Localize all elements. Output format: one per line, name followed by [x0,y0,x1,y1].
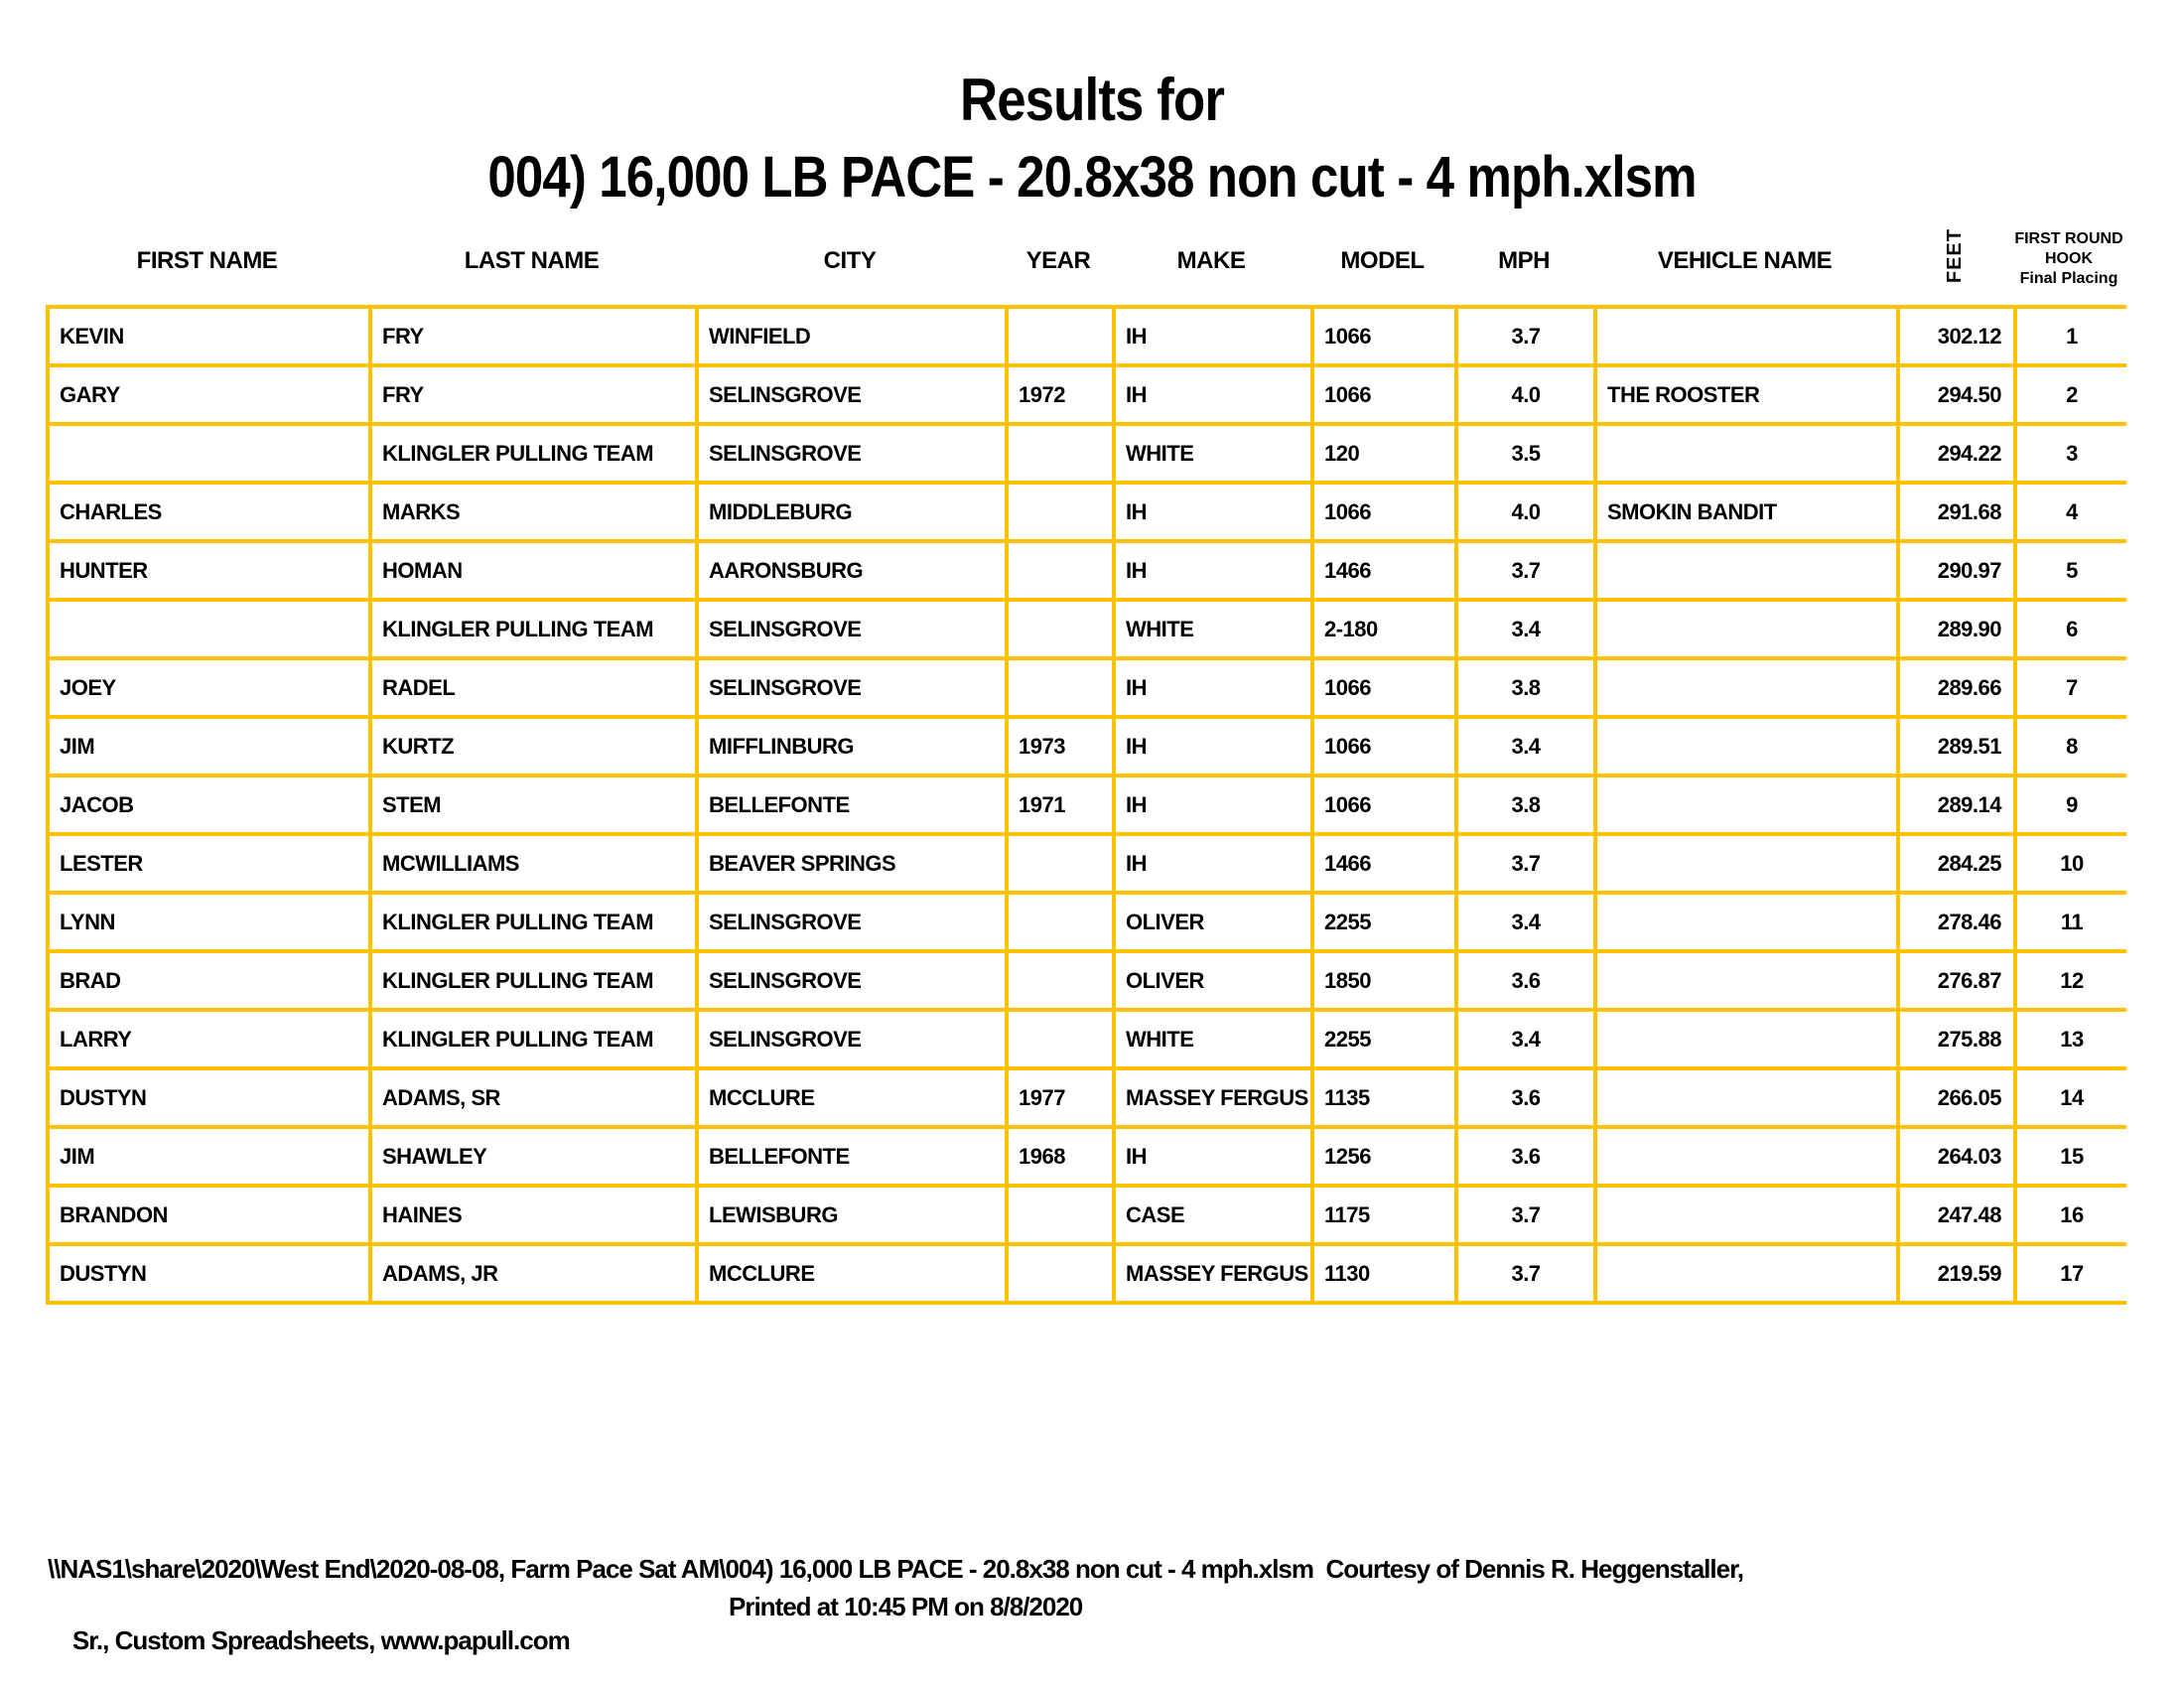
column-headers [46,220,2124,305]
cell-mph: 3.4 [1456,893,1595,951]
table-row [48,600,2126,658]
cell-year: 1972 [1007,365,1114,424]
cell-year: 1968 [1007,1127,1114,1186]
table-row [48,775,2126,834]
cell-feet: 275.88 [1898,1010,2015,1068]
cell-placing: 12 [2015,951,2126,1010]
cell-model: 2-180 [1312,600,1456,658]
cell-city: SELINSGROVE [697,1010,1007,1068]
cell-last_name: KLINGLER PULLING TEAM [370,951,697,1010]
column-header-line: HOOK [2045,250,2093,267]
cell-make: IH [1114,834,1312,893]
table-row [48,1244,2126,1303]
cell-first_name: JACOB [48,775,370,834]
column-header-vehicle_name [1593,220,1896,305]
cell-mph: 3.4 [1456,1010,1595,1068]
cell-mph: 3.7 [1456,1244,1595,1303]
cell-last_name: ADAMS, SR [370,1068,697,1127]
cell-feet: 289.90 [1898,600,2015,658]
cell-city: MCCLURE [697,1068,1007,1127]
cell-placing: 5 [2015,541,2126,600]
cell-mph: 3.7 [1456,1186,1595,1244]
cell-last_name: MCWILLIAMS [370,834,697,893]
cell-first_name: JIM [48,1127,370,1186]
footer-printed-timestamp: Printed at 10:45 PM on 8/8/2020 [729,1592,1083,1621]
cell-model: 1850 [1312,951,1456,1010]
cell-last_name: KURTZ [370,717,697,775]
column-header-label: LAST NAME [464,247,600,274]
cell-model: 1175 [1312,1186,1456,1244]
table-row [48,1186,2126,1244]
cell-year: 1977 [1007,1068,1114,1127]
cell-vehicle_name [1595,658,1898,717]
cell-last_name: RADEL [370,658,697,717]
cell-last_name: KLINGLER PULLING TEAM [370,1010,697,1068]
column-header-label: FEET [1943,227,1966,283]
cell-first_name: LARRY [48,1010,370,1068]
column-header-label: MAKE [1176,247,1246,274]
column-header-line: Final Placing [2019,270,2118,287]
cell-year [1007,1186,1114,1244]
cell-feet: 276.87 [1898,951,2015,1010]
cell-feet: 289.66 [1898,658,2015,717]
cell-vehicle_name [1595,1186,1898,1244]
cell-placing: 1 [2015,307,2126,365]
cell-year: 1973 [1007,717,1114,775]
cell-model: 1256 [1312,1127,1456,1186]
column-header-city [695,220,1005,305]
table-row [48,658,2126,717]
cell-vehicle_name [1595,775,1898,834]
cell-year [1007,834,1114,893]
cell-city: SELINSGROVE [697,365,1007,424]
cell-make: WHITE [1114,600,1312,658]
cell-year [1007,1010,1114,1068]
table-row [48,1127,2126,1186]
cell-first_name: JOEY [48,658,370,717]
table-row [48,893,2126,951]
table-row [48,365,2126,424]
cell-make: CASE [1114,1186,1312,1244]
cell-model: 1066 [1312,775,1456,834]
column-header-label: YEAR [1025,247,1091,274]
cell-city: SELINSGROVE [697,600,1007,658]
cell-make: IH [1114,775,1312,834]
cell-city: WINFIELD [697,307,1007,365]
cell-make: WHITE [1114,424,1312,483]
cell-first_name: JIM [48,717,370,775]
cell-first_name: BRANDON [48,1186,370,1244]
cell-feet: 290.97 [1898,541,2015,600]
cell-year [1007,893,1114,951]
cell-vehicle_name [1595,717,1898,775]
cell-year [1007,1244,1114,1303]
cell-mph: 3.7 [1456,541,1595,600]
table-row [48,483,2126,541]
cell-year [1007,951,1114,1010]
cell-year [1007,424,1114,483]
cell-mph: 3.6 [1456,951,1595,1010]
column-header-label: MPH [1498,247,1550,274]
cell-model: 1066 [1312,658,1456,717]
cell-city: BELLEFONTE [697,775,1007,834]
cell-mph: 3.5 [1456,424,1595,483]
cell-feet: 302.12 [1898,307,2015,365]
table-row [48,1068,2126,1127]
cell-make: IH [1114,365,1312,424]
cell-vehicle_name [1595,951,1898,1010]
table-row [48,307,2126,365]
cell-vehicle_name [1595,600,1898,658]
cell-mph: 3.4 [1456,600,1595,658]
cell-year [1007,600,1114,658]
cell-placing: 17 [2015,1244,2126,1303]
cell-city: SELINSGROVE [697,658,1007,717]
cell-feet: 219.59 [1898,1244,2015,1303]
cell-model: 1066 [1312,483,1456,541]
cell-feet: 294.22 [1898,424,2015,483]
cell-vehicle_name: THE ROOSTER [1595,365,1898,424]
cell-first_name: KEVIN [48,307,370,365]
cell-first_name [48,424,370,483]
cell-last_name: SHAWLEY [370,1127,697,1186]
cell-city: SELINSGROVE [697,951,1007,1010]
cell-vehicle_name [1595,541,1898,600]
column-header-mph [1454,220,1593,305]
cell-model: 1130 [1312,1244,1456,1303]
cell-year: 1971 [1007,775,1114,834]
cell-vehicle_name [1595,893,1898,951]
cell-make: IH [1114,541,1312,600]
column-header-label: VEHICLE NAME [1657,247,1833,274]
table-row [48,834,2126,893]
cell-year [1007,541,1114,600]
cell-placing: 16 [2015,1186,2126,1244]
cell-placing: 11 [2015,893,2126,951]
cell-make: MASSEY FERGUS [1114,1068,1312,1127]
cell-model: 1066 [1312,717,1456,775]
cell-model: 2255 [1312,1010,1456,1068]
table-row [48,1010,2126,1068]
cell-vehicle_name [1595,1244,1898,1303]
cell-last_name: FRY [370,365,697,424]
table-row [48,951,2126,1010]
cell-feet: 247.48 [1898,1186,2015,1244]
cell-feet: 291.68 [1898,483,2015,541]
cell-mph: 3.7 [1456,834,1595,893]
cell-placing: 13 [2015,1010,2126,1068]
cell-mph: 3.6 [1456,1068,1595,1127]
cell-last_name: KLINGLER PULLING TEAM [370,893,697,951]
cell-make: MASSEY FERGUS [1114,1244,1312,1303]
cell-last_name: STEM [370,775,697,834]
cell-placing: 10 [2015,834,2126,893]
cell-city: MIDDLEBURG [697,483,1007,541]
column-header-first_name [46,220,368,305]
cell-city: SELINSGROVE [697,424,1007,483]
cell-city: MCCLURE [697,1244,1007,1303]
cell-placing: 14 [2015,1068,2126,1127]
cell-make: IH [1114,483,1312,541]
cell-first_name: DUSTYN [48,1244,370,1303]
cell-model: 1466 [1312,541,1456,600]
cell-model: 1466 [1312,834,1456,893]
cell-mph: 3.8 [1456,775,1595,834]
cell-placing: 8 [2015,717,2126,775]
cell-city: LEWISBURG [697,1186,1007,1244]
column-header-feet [1896,220,2013,305]
cell-mph: 3.8 [1456,658,1595,717]
column-header-label: FIRST NAME [136,247,278,274]
cell-first_name [48,600,370,658]
cell-first_name: CHARLES [48,483,370,541]
cell-placing: 7 [2015,658,2126,717]
table-row [48,541,2126,600]
cell-make: OLIVER [1114,893,1312,951]
cell-first_name: LESTER [48,834,370,893]
cell-feet: 294.50 [1898,365,2015,424]
cell-feet: 284.25 [1898,834,2015,893]
cell-vehicle_name [1595,1010,1898,1068]
class-title: 004) 16,000 LB PACE - 20.8x38 non cut - 4 mph.xlsm [487,145,1697,210]
cell-first_name: LYNN [48,893,370,951]
cell-feet: 266.05 [1898,1068,2015,1127]
cell-last_name: KLINGLER PULLING TEAM [370,600,697,658]
cell-make: IH [1114,1127,1312,1186]
cell-model: 1066 [1312,365,1456,424]
cell-feet: 264.03 [1898,1127,2015,1186]
cell-city: BELLEFONTE [697,1127,1007,1186]
cell-make: IH [1114,307,1312,365]
footer-line2 [48,1590,1636,1688]
cell-last_name: FRY [370,307,697,365]
column-header-last_name [368,220,695,305]
cell-last_name: KLINGLER PULLING TEAM [370,424,697,483]
cell-last_name: ADAMS, JR [370,1244,697,1303]
cell-feet: 289.51 [1898,717,2015,775]
cell-vehicle_name [1595,307,1898,365]
cell-city: SELINSGROVE [697,893,1007,951]
cell-make: WHITE [1114,1010,1312,1068]
cell-first_name: BRAD [48,951,370,1010]
cell-model: 1135 [1312,1068,1456,1127]
cell-mph: 4.0 [1456,483,1595,541]
cell-vehicle_name [1595,1068,1898,1127]
cell-placing: 2 [2015,365,2126,424]
table-row [48,424,2126,483]
footer-credit: Sr., Custom Spreadsheets, www.papull.com [71,1625,570,1655]
cell-first_name: DUSTYN [48,1068,370,1127]
column-header-year [1005,220,1112,305]
cell-make: IH [1114,717,1312,775]
cell-vehicle_name [1595,834,1898,893]
cell-last_name: MARKS [370,483,697,541]
cell-city: AARONSBURG [697,541,1007,600]
column-header-model [1310,220,1454,305]
cell-feet: 278.46 [1898,893,2015,951]
cell-first_name: GARY [48,365,370,424]
cell-year [1007,658,1114,717]
cell-vehicle_name: SMOKIN BANDIT [1595,483,1898,541]
cell-placing: 15 [2015,1127,2126,1186]
cell-model: 120 [1312,424,1456,483]
cell-mph: 3.4 [1456,717,1595,775]
page-title: Results for [959,67,1225,133]
cell-placing: 3 [2015,424,2126,483]
cell-feet: 289.14 [1898,775,2015,834]
cell-model: 1066 [1312,307,1456,365]
cell-placing: 9 [2015,775,2126,834]
cell-vehicle_name [1595,424,1898,483]
column-header-line: FIRST ROUND [2014,230,2123,247]
cell-last_name: HAINES [370,1186,697,1244]
cell-year [1007,307,1114,365]
cell-city: MIFFLINBURG [697,717,1007,775]
column-header-placing [2013,220,2124,305]
cell-mph: 3.7 [1456,307,1595,365]
column-header-label: CITY [823,247,877,274]
cell-first_name: HUNTER [48,541,370,600]
footer-file-path: \\NAS1\share\2020\West End\2020-08-08, Farm Pace Sat AM\004) 16,000 LB PACE - 20.8x38 non cut - 4 mph.xlsm Courtesy of Dennis R. Heggenstaller, [48,1554,1743,1584]
cell-year [1007,483,1114,541]
cell-make: IH [1114,658,1312,717]
results-table [46,305,2126,1305]
cell-mph: 3.6 [1456,1127,1595,1186]
cell-mph: 4.0 [1456,365,1595,424]
table-row [48,717,2126,775]
cell-placing: 6 [2015,600,2126,658]
column-header-make [1112,220,1310,305]
cell-vehicle_name [1595,1127,1898,1186]
cell-city: BEAVER SPRINGS [697,834,1007,893]
column-header-label: MODEL [1340,247,1425,274]
cell-model: 2255 [1312,893,1456,951]
cell-make: OLIVER [1114,951,1312,1010]
cell-placing: 4 [2015,483,2126,541]
cell-last_name: HOMAN [370,541,697,600]
